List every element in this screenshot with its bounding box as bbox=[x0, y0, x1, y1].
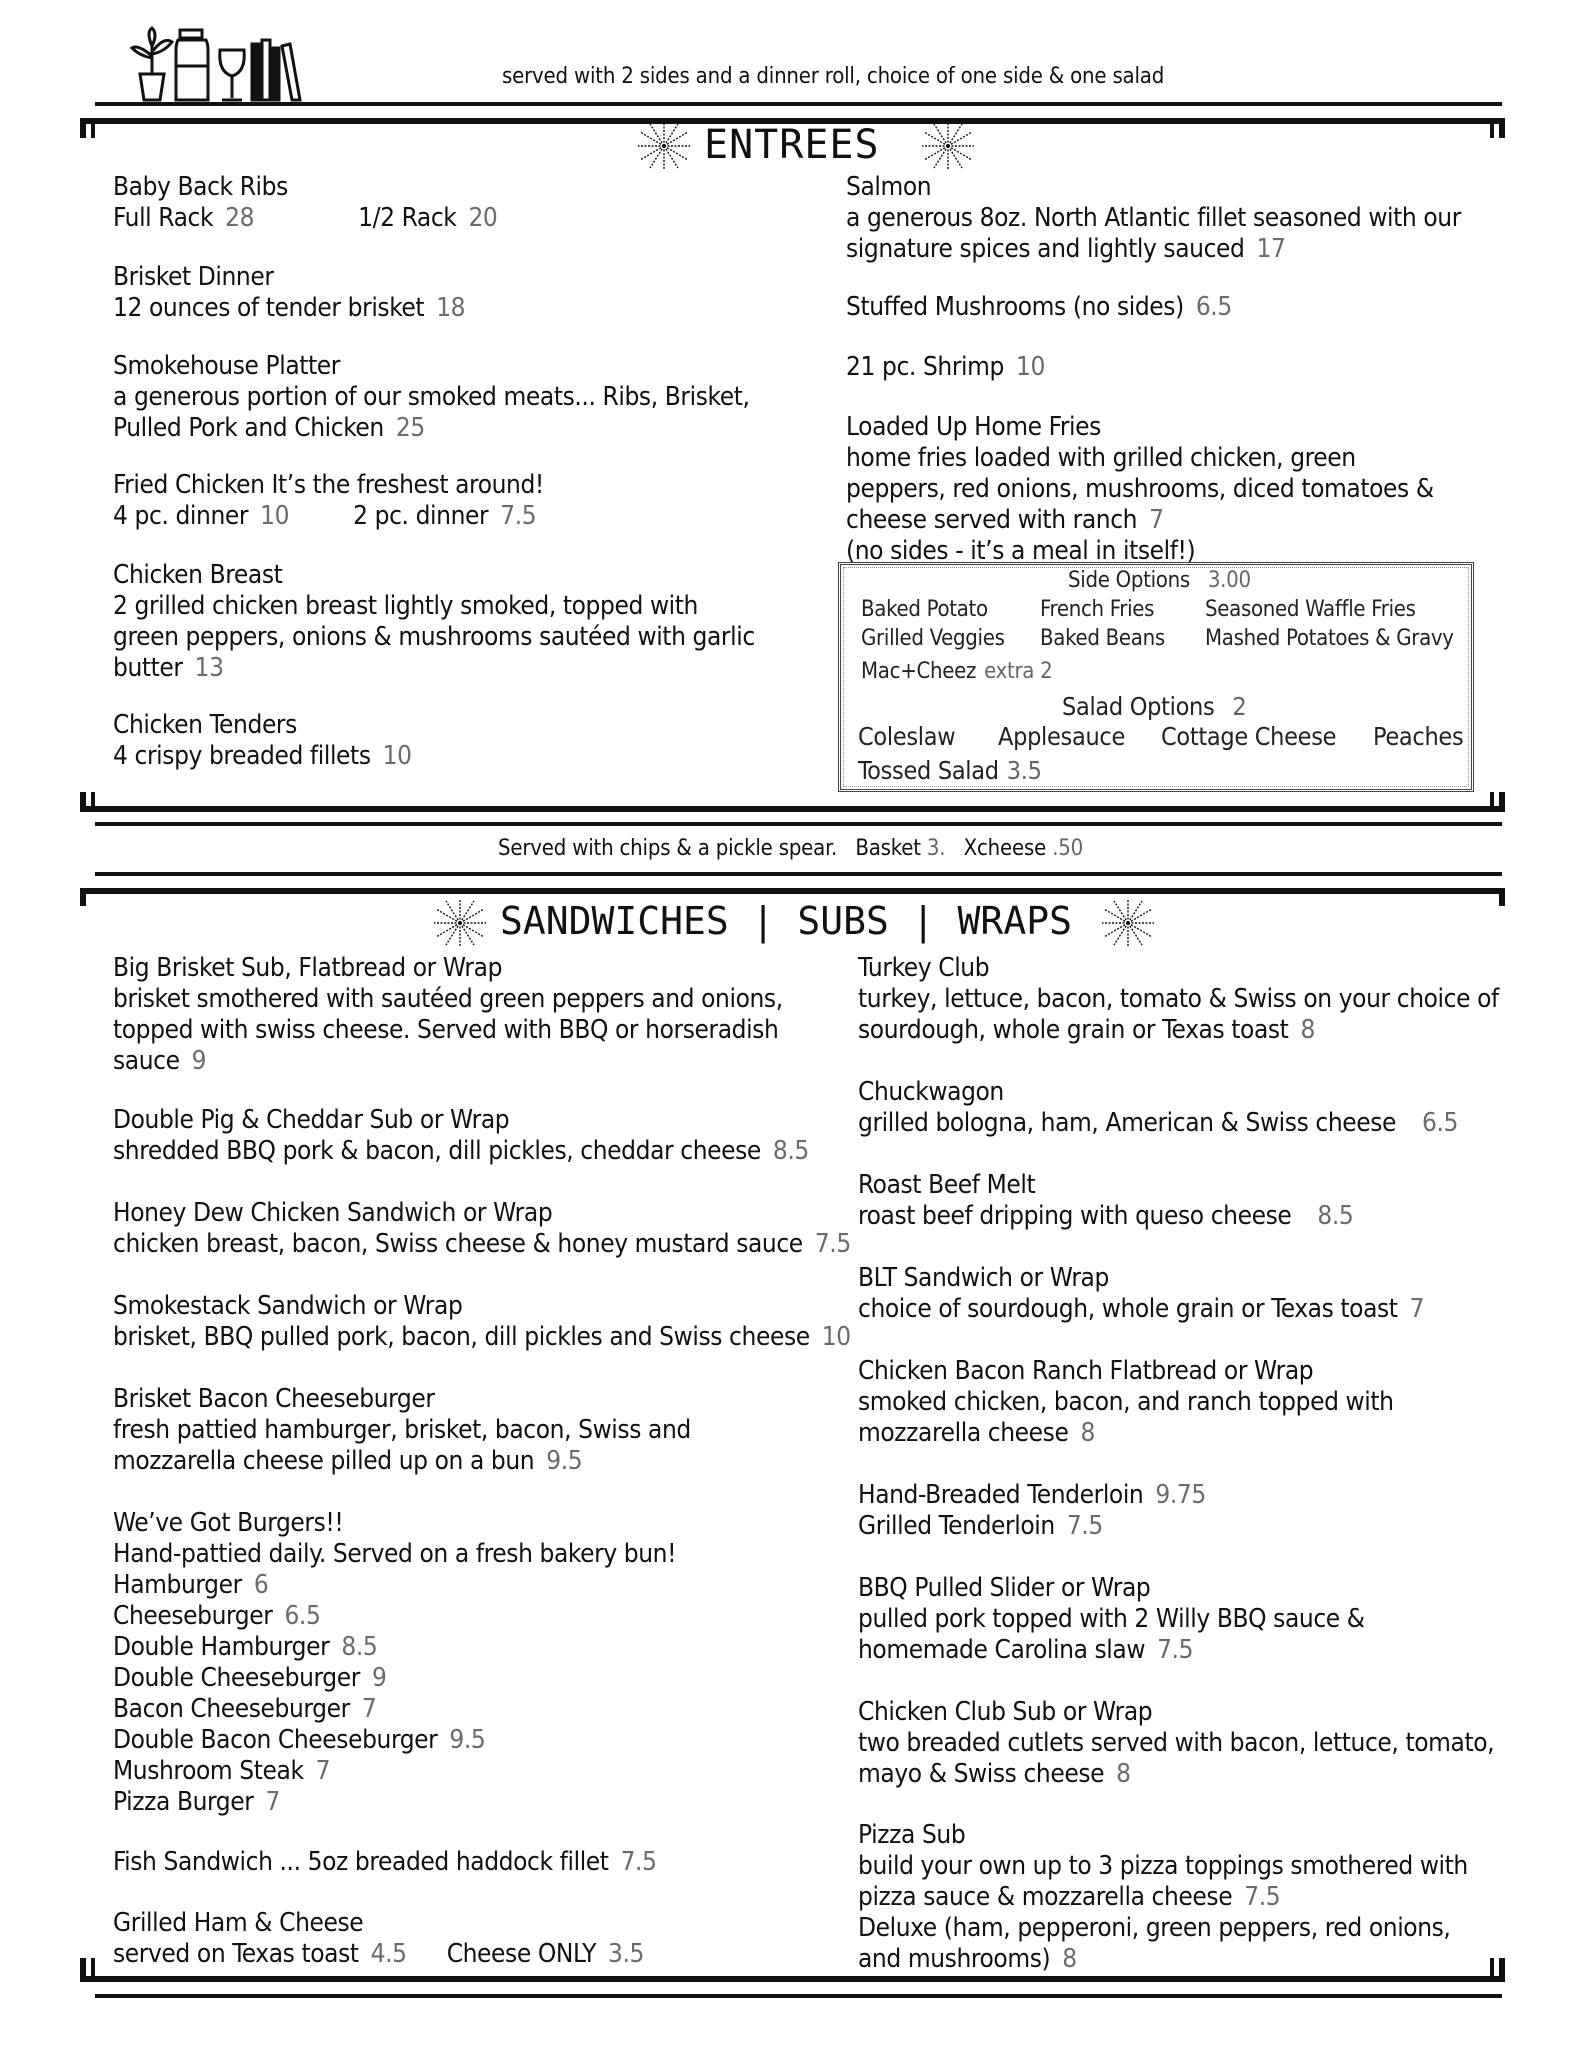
item-name: Smokehouse Platter bbox=[113, 351, 341, 381]
frame-bottom-line-thick bbox=[80, 1976, 1505, 1982]
frame-bracket bbox=[80, 118, 86, 138]
item-description: butter bbox=[113, 653, 183, 683]
price: 9.5 bbox=[449, 1725, 486, 1755]
item-description: peppers, red onions, mushrooms, diced tomatoes & bbox=[846, 474, 1434, 504]
price: 10 bbox=[382, 741, 412, 771]
item-description: mozzarella cheese pilled up on a bun bbox=[113, 1446, 535, 1476]
item-description: shredded BBQ pork & bacon, dill pickles, cheddar cheese bbox=[113, 1136, 761, 1166]
option-label: 4 pc. dinner bbox=[113, 501, 249, 531]
price: 6 bbox=[253, 1570, 269, 1600]
price: 3. bbox=[926, 836, 946, 861]
price: 7.5 bbox=[620, 1847, 657, 1877]
burger-row: Bacon Cheeseburger 7 bbox=[113, 1694, 377, 1724]
price: extra 2 bbox=[984, 659, 1053, 684]
item-name: 21 pc. Shrimp bbox=[846, 352, 1004, 382]
item-name: Smokestack Sandwich or Wrap bbox=[113, 1291, 463, 1321]
price: 7 bbox=[1149, 505, 1164, 535]
frame-bracket bbox=[80, 792, 86, 812]
price: 2 bbox=[1232, 692, 1247, 721]
price: 10 bbox=[260, 501, 290, 531]
price: 9.5 bbox=[546, 1446, 583, 1476]
starburst-ornament-icon bbox=[1100, 899, 1156, 947]
item-description: a generous portion of our smoked meats... Ribs, Brisket, bbox=[113, 382, 750, 412]
sandwich-blt bbox=[858, 1263, 1424, 1325]
entree-loaded-home-fries bbox=[846, 412, 1434, 567]
item-name: Pizza Sub bbox=[858, 1820, 966, 1850]
burger-row: Double Hamburger 8.5 bbox=[113, 1632, 378, 1662]
entrees-title: ENTREES bbox=[704, 122, 880, 168]
sandwich-brisket-bacon-cheeseburger bbox=[113, 1384, 691, 1477]
item-description: a generous 8oz. North Atlantic fillet seasoned with our bbox=[846, 203, 1461, 233]
item-name: Chicken Breast bbox=[113, 560, 283, 590]
price: 8.5 bbox=[772, 1136, 809, 1166]
salad-option: Coleslaw bbox=[858, 722, 956, 751]
item-name: Roast Beef Melt bbox=[858, 1170, 1036, 1200]
salad-option: Cottage Cheese bbox=[1161, 722, 1337, 751]
frame-bracket bbox=[1499, 1958, 1505, 1982]
item-description: chicken breast, bacon, Swiss cheese & honey mustard sauce bbox=[113, 1229, 803, 1259]
price: 6.5 bbox=[1195, 292, 1232, 322]
option-label: Full Rack bbox=[113, 203, 214, 233]
item-description: 12 ounces of tender brisket bbox=[113, 293, 425, 323]
item-description: two breaded cutlets served with bacon, lettuce, tomato, bbox=[858, 1728, 1495, 1758]
price: 7 bbox=[1409, 1294, 1425, 1324]
salad-option-tossed: Tossed Salad 3.5 bbox=[858, 756, 1042, 785]
salad-option: Applesauce bbox=[998, 722, 1126, 751]
price: 7.5 bbox=[1066, 1511, 1103, 1541]
option-label: 1/2 Rack bbox=[358, 203, 457, 233]
item-description: 4 crispy breaded fillets bbox=[113, 741, 371, 771]
entree-stuffed-mushrooms bbox=[846, 292, 1232, 323]
frame-bracket bbox=[91, 1958, 95, 1982]
frame-bracket bbox=[80, 1958, 86, 1982]
burger-row: Hamburger 6 bbox=[113, 1570, 269, 1600]
kitchen-illustration-icon bbox=[126, 26, 306, 102]
price: 8 bbox=[1116, 1759, 1131, 1789]
sandwich-chuckwagon bbox=[858, 1077, 1458, 1139]
sandwich-pizza-sub bbox=[858, 1820, 1468, 1975]
price: 10 bbox=[1016, 352, 1045, 382]
sandwich-turkey-club bbox=[858, 953, 1499, 1046]
price: 8.5 bbox=[341, 1632, 378, 1662]
item-description: grilled bologna, ham, American & Swiss cheese bbox=[858, 1108, 1397, 1138]
item-description: topped with swiss cheese. Served with BBQ or horseradish bbox=[113, 1015, 779, 1045]
item-name: Chicken Bacon Ranch Flatbread or Wrap bbox=[858, 1356, 1314, 1386]
price: 7 bbox=[315, 1756, 331, 1786]
price: 10 bbox=[821, 1322, 851, 1352]
price: 7.5 bbox=[814, 1229, 851, 1259]
item-description: fresh pattied hamburger, brisket, bacon, Swiss and bbox=[113, 1415, 691, 1445]
price: 9.75 bbox=[1155, 1480, 1206, 1510]
item-description: roast beef dripping with queso cheese bbox=[858, 1201, 1292, 1231]
price: 8 bbox=[1062, 1944, 1077, 1974]
sandwich-chicken-club bbox=[858, 1697, 1494, 1790]
entree-baby-back-ribs bbox=[113, 172, 497, 234]
price: 7 bbox=[265, 1787, 280, 1817]
sandwich-roast-beef-melt bbox=[858, 1170, 1353, 1232]
starburst-ornament-icon bbox=[432, 899, 488, 947]
item-name: Chicken Tenders bbox=[113, 710, 297, 740]
option-label: 2 pc. dinner bbox=[353, 501, 489, 531]
item-name: Fish Sandwich ... 5oz breaded haddock fillet bbox=[113, 1847, 609, 1877]
price: 13 bbox=[194, 653, 224, 683]
item-description: choice of sourdough, whole grain or Texas toast bbox=[858, 1294, 1398, 1324]
item-description: mozzarella cheese bbox=[858, 1418, 1069, 1448]
item-description: sauce bbox=[113, 1046, 180, 1076]
sandwich-tenderloin bbox=[858, 1480, 1206, 1542]
salad-options-title: Salad Options 2 bbox=[1062, 692, 1247, 721]
item-description: Pulled Pork and Chicken bbox=[113, 413, 384, 443]
frame-bracket bbox=[1499, 792, 1505, 812]
frame-bracket bbox=[1490, 792, 1494, 812]
item-name: BLT Sandwich or Wrap bbox=[858, 1263, 1109, 1293]
sandwich-grilled-ham-cheese bbox=[113, 1908, 644, 1970]
sandwich-burgers bbox=[113, 1508, 676, 1818]
side-option: Grilled Veggies bbox=[861, 626, 1005, 651]
side-option: Baked Beans bbox=[1040, 626, 1165, 651]
frame-bracket bbox=[91, 118, 95, 138]
item-description: homemade Carolina slaw bbox=[858, 1635, 1146, 1665]
price: 8.5 bbox=[1317, 1201, 1354, 1231]
sandwich-serving-note: Served with chips & a pickle spear. Basket 3. Xcheese .50 bbox=[498, 836, 1084, 861]
frame-bracket bbox=[91, 792, 95, 812]
frame-top-line bbox=[95, 872, 1502, 876]
burger-row: Double Bacon Cheeseburger 9.5 bbox=[113, 1725, 486, 1755]
sandwich-double-pig-cheddar bbox=[113, 1105, 809, 1167]
side-option: Seasoned Waffle Fries bbox=[1205, 597, 1416, 622]
frame-bracket bbox=[1499, 118, 1505, 138]
item-description: pizza sauce & mozzarella cheese bbox=[858, 1882, 1233, 1912]
sandwich-big-brisket-sub bbox=[113, 953, 783, 1077]
price: 7.5 bbox=[500, 501, 537, 531]
item-name: Turkey Club bbox=[858, 953, 990, 983]
price: 18 bbox=[436, 293, 466, 323]
price: 7.5 bbox=[1157, 1635, 1194, 1665]
entree-chicken-tenders bbox=[113, 710, 412, 772]
price: 3.5 bbox=[608, 1939, 645, 1969]
price: 25 bbox=[395, 413, 425, 443]
frame-bottom-line-thick bbox=[80, 806, 1505, 812]
item-description: sourdough, whole grain or Texas toast bbox=[858, 1015, 1289, 1045]
side-option: Mashed Potatoes & Gravy bbox=[1205, 626, 1454, 651]
item-name: Brisket Dinner bbox=[113, 262, 274, 292]
entree-chicken-breast bbox=[113, 560, 755, 684]
item-name: Grilled Tenderloin bbox=[858, 1511, 1055, 1541]
entrees-serving-note: served with 2 sides and a dinner roll, choice of one side & one salad bbox=[502, 64, 1165, 89]
entree-shrimp bbox=[846, 352, 1045, 383]
item-description: pulled pork topped with 2 Willy BBQ sauce & bbox=[858, 1604, 1365, 1634]
frame-bottom-line bbox=[95, 1994, 1502, 1998]
price: 17 bbox=[1256, 234, 1286, 264]
item-name: Big Brisket Sub, Flatbread or Wrap bbox=[113, 953, 503, 983]
item-description: brisket, BBQ pulled pork, bacon, dill pickles and Swiss cheese bbox=[113, 1322, 810, 1352]
frame-bracket bbox=[1490, 118, 1494, 138]
frame-bracket bbox=[1499, 888, 1505, 906]
price: 9 bbox=[191, 1046, 207, 1076]
burger-row: Pizza Burger 7 bbox=[113, 1787, 280, 1817]
item-name: BBQ Pulled Slider or Wrap bbox=[858, 1573, 1151, 1603]
price: 28 bbox=[225, 203, 255, 233]
item-name: Chicken Club Sub or Wrap bbox=[858, 1697, 1153, 1727]
sandwich-smokestack bbox=[113, 1291, 851, 1353]
item-name: Honey Dew Chicken Sandwich or Wrap bbox=[113, 1198, 553, 1228]
frame-bracket bbox=[80, 888, 86, 906]
sandwiches-title: SANDWICHES | SUBS | WRAPS bbox=[500, 899, 1072, 943]
item-description: 2 grilled chicken breast lightly smoked, topped with bbox=[113, 591, 698, 621]
item-name: Grilled Ham & Cheese bbox=[113, 1908, 364, 1938]
item-name: Salmon bbox=[846, 172, 932, 202]
item-name: We’ve Got Burgers!! bbox=[113, 1508, 344, 1538]
item-description: cheese served with ranch bbox=[846, 505, 1138, 535]
burger-row: Double Cheeseburger 9 bbox=[113, 1663, 387, 1693]
frame-bracket bbox=[1490, 1958, 1494, 1982]
item-description: turkey, lettuce, bacon, tomato & Swiss on your choice of bbox=[858, 984, 1499, 1014]
sandwich-honey-dew-chicken bbox=[113, 1198, 851, 1260]
item-description: Hand-pattied daily. Served on a fresh bakery bun! bbox=[113, 1539, 677, 1569]
price: 8 bbox=[1080, 1418, 1095, 1448]
entree-salmon bbox=[846, 172, 1461, 265]
price: 7 bbox=[361, 1694, 377, 1724]
side-option-mac: Mac+Cheez extra 2 bbox=[861, 659, 1053, 684]
price: 6.5 bbox=[284, 1601, 321, 1631]
item-description: smoked chicken, bacon, and ranch topped with bbox=[858, 1387, 1394, 1417]
burger-row: Cheeseburger 6.5 bbox=[113, 1601, 321, 1631]
salad-option: Peaches bbox=[1373, 722, 1464, 751]
price: 3.00 bbox=[1207, 568, 1251, 593]
item-name: Hand-Breaded Tenderloin bbox=[858, 1480, 1144, 1510]
price: 7.5 bbox=[1244, 1882, 1281, 1912]
starburst-ornament-icon bbox=[920, 122, 976, 170]
burger-row: Mushroom Steak 7 bbox=[113, 1756, 331, 1786]
side-options-title: Side Options 3.00 bbox=[1068, 568, 1251, 593]
item-description: home fries loaded with grilled chicken, green bbox=[846, 443, 1356, 473]
price: 4.5 bbox=[370, 1939, 407, 1969]
item-name: Double Pig & Cheddar Sub or Wrap bbox=[113, 1105, 510, 1135]
price: 3.5 bbox=[1006, 756, 1042, 785]
item-description: build your own up to 3 pizza toppings smothered with bbox=[858, 1851, 1468, 1881]
price: 9 bbox=[371, 1663, 387, 1693]
item-description: signature spices and lightly sauced bbox=[846, 234, 1245, 264]
side-option: Baked Potato bbox=[861, 597, 988, 622]
frame-bottom-line bbox=[95, 822, 1502, 826]
item-description: served on Texas toast bbox=[113, 1939, 359, 1969]
entree-brisket-dinner bbox=[113, 262, 465, 324]
item-description: green peppers, onions & mushrooms sautéed with garlic bbox=[113, 622, 755, 652]
item-note: (no sides - it’s a meal in itself!) bbox=[846, 536, 1196, 566]
sandwich-fish bbox=[113, 1847, 657, 1878]
item-name: Brisket Bacon Cheeseburger bbox=[113, 1384, 435, 1414]
price: 6.5 bbox=[1422, 1108, 1459, 1138]
entree-smokehouse-platter bbox=[113, 351, 750, 444]
item-name: Stuffed Mushrooms (no sides) bbox=[846, 292, 1184, 322]
item-name: Baby Back Ribs bbox=[113, 172, 288, 202]
item-name: Fried Chicken It’s the freshest around! bbox=[113, 470, 544, 500]
option-label: Cheese ONLY bbox=[446, 1939, 597, 1969]
frame-top-line bbox=[95, 102, 1502, 106]
item-description: and mushrooms) bbox=[858, 1944, 1051, 1974]
item-description: brisket smothered with sautéed green peppers and onions, bbox=[113, 984, 783, 1014]
sandwich-chicken-bacon-ranch bbox=[858, 1356, 1394, 1449]
sandwich-bbq-pulled-slider bbox=[858, 1573, 1365, 1666]
item-name: Loaded Up Home Fries bbox=[846, 412, 1101, 442]
side-option: French Fries bbox=[1040, 597, 1155, 622]
price: 20 bbox=[468, 203, 498, 233]
entree-fried-chicken bbox=[113, 470, 544, 532]
starburst-ornament-icon bbox=[636, 122, 692, 170]
price: 8 bbox=[1300, 1015, 1315, 1045]
frame-top-line-thick bbox=[80, 888, 1505, 894]
item-description: mayo & Swiss cheese bbox=[858, 1759, 1105, 1789]
price: .50 bbox=[1052, 836, 1084, 861]
item-description: Deluxe (ham, pepperoni, green peppers, red onions, bbox=[858, 1913, 1451, 1943]
item-name: Chuckwagon bbox=[858, 1077, 1004, 1107]
